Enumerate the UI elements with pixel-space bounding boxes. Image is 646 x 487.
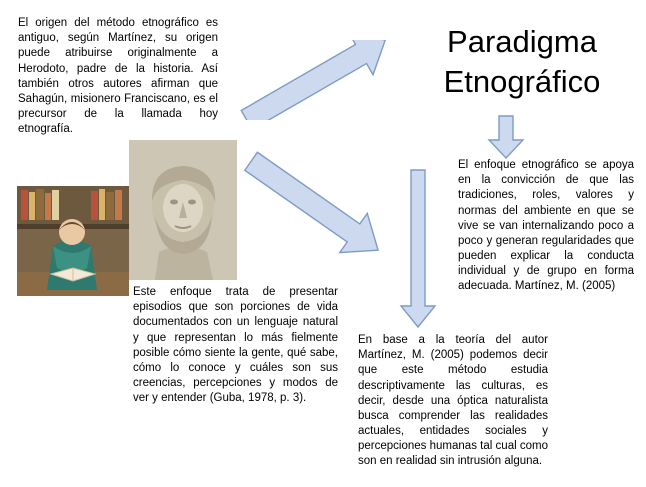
arrow-to-origen (216, 40, 416, 120)
text-block-origen: El origen del método etnográfico es antiguo, según Martínez, su origen puede atribuirse originalmente a Herodoto, padre de la historia. Así también otros autores afirman que Sahagún, misionero Franciscano, es el precursor de la llamada hoy etnografía. (18, 17, 218, 136)
image-monk-scribe (17, 186, 129, 296)
text-block-base-teoria: En base a la teoría del autor Martínez, M. (2005) podemos decir que este método estudia descriptivamente las culturas, es decir, desde una óptica naturalista busca comprender las realidades actuales, entidades sociales y percepciones humanas tal cual como son en realidad sin intrusión alguna. (358, 334, 548, 468)
arrow-to-base-teoria (398, 168, 438, 330)
arrow-to-enfoque-presentar (228, 126, 403, 286)
page-title-line-2: Etnográfico (443, 63, 601, 99)
image-herodotus-bust (129, 140, 237, 280)
arrow-to-enfoque-apoya (486, 114, 526, 160)
marble-bust-icon (129, 140, 237, 280)
text-block-enfoque-presentar: Este enfoque trata de presentar episodios que son porciones de vida documentados con un lenguaje natural y que representan lo más fielmente posible cómo siente la gente, qué sabe, cómo lo conoce y cuáles son sus creencias, percepciones y modos de ver y entender (Guba, 1978, p. 3). (133, 286, 338, 405)
page-title-line-1: Paradigma (447, 24, 597, 59)
text-block-enfoque-apoya: El enfoque etnográfico se apoya en la convicción de que las tradiciones, roles, valores y normas del ambiente en que se vive se van internalizando poco a poco y generan regularidades que pueden explicar la conducta individual y de grupo en forma adecuada. Martínez, M. (2005) (458, 159, 634, 293)
page-title (408, 22, 636, 101)
monk-scribe-icon (17, 186, 129, 296)
